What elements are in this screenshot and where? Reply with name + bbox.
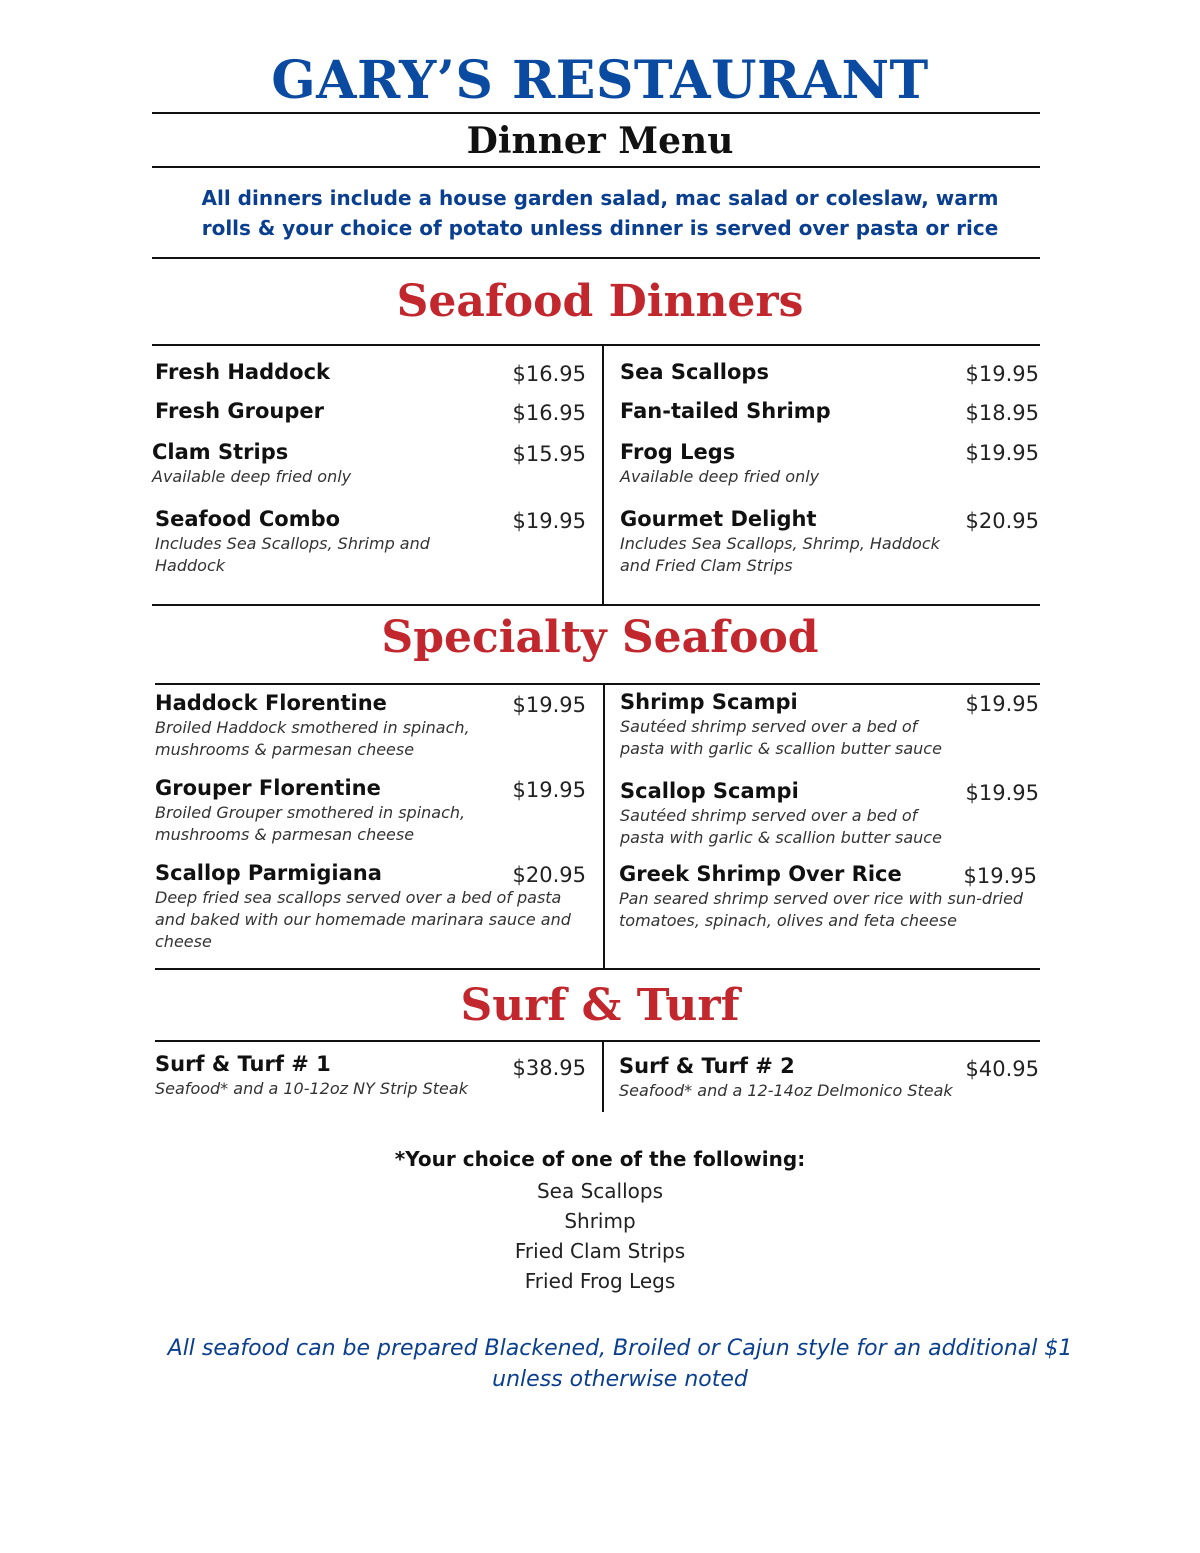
item-price: $19.95 [965, 692, 1039, 716]
list-item: Fried Frog Legs [524, 1269, 676, 1293]
item-name: Greek Shrimp Over Rice [619, 862, 902, 886]
menu-item [155, 360, 330, 384]
seafood-choice-title: *Your choice of one of the following: [394, 1147, 806, 1171]
menu-item [155, 776, 500, 846]
item-name: Gourmet Delight [620, 507, 817, 531]
divider [155, 968, 1040, 970]
menu-item [620, 507, 960, 577]
item-name: Clam Strips [152, 440, 289, 464]
divider [155, 1040, 1040, 1042]
menu-item [620, 690, 965, 760]
item-price: $19.95 [963, 864, 1037, 888]
intro-text: All dinners include a house garden salad, mac salad or coleslaw, warm rolls & your choice of potato unless dinner is served over pasta or rice [201, 186, 999, 240]
menu-item [620, 360, 769, 384]
item-price: $20.95 [512, 863, 586, 887]
item-price: $19.95 [965, 441, 1039, 465]
item-description: Seafood* and a 12-14oz Delmonico Steak [619, 1081, 953, 1100]
divider [155, 683, 1040, 685]
item-name: Surf & Turf # 2 [619, 1054, 795, 1078]
item-price: $16.95 [512, 401, 586, 425]
item-name: Seafood Combo [155, 507, 341, 531]
item-name: Grouper Florentine [155, 776, 381, 800]
item-price: $19.95 [965, 362, 1039, 386]
item-price: $19.95 [512, 693, 586, 717]
divider [152, 257, 1040, 259]
item-price: $19.95 [512, 509, 586, 533]
footnote: All seafood can be prepared Blackened, Broiled or Cajun style for an additional $1 unless otherwise noted [167, 1336, 1073, 1392]
item-price: $38.95 [512, 1056, 586, 1080]
item-name: Haddock Florentine [155, 691, 387, 715]
divider [152, 166, 1040, 168]
menu-item [155, 691, 500, 761]
item-name: Surf & Turf # 1 [155, 1052, 331, 1076]
column-divider [602, 1042, 604, 1112]
item-name: Frog Legs [620, 440, 736, 464]
item-price: $40.95 [965, 1057, 1039, 1081]
section-title-seafood-dinners: Seafood Dinners [396, 276, 804, 327]
seafood-choice-list [0, 1176, 1200, 1296]
menu-item [152, 440, 482, 488]
item-name: Scallop Scampi [620, 779, 799, 803]
divider [152, 344, 1040, 346]
item-description: Broiled Haddock smothered in spinach, mushrooms & parmesan cheese [155, 718, 470, 759]
item-name: Fan-tailed Shrimp [620, 399, 831, 423]
restaurant-name: GARY’S RESTAURANT [271, 50, 929, 111]
item-name: Sea Scallops [620, 360, 769, 384]
item-price: $16.95 [512, 362, 586, 386]
item-price: $19.95 [512, 778, 586, 802]
item-price: $20.95 [965, 509, 1039, 533]
list-item: Fried Clam Strips [514, 1239, 686, 1263]
item-description: Available deep fried only [620, 467, 820, 486]
item-description: Sautéed shrimp served over a bed of pasta with garlic & scallion butter sauce [620, 806, 942, 847]
item-price: $15.95 [512, 442, 586, 466]
menu-item [155, 399, 324, 423]
item-description: Seafood* and a 10-12oz NY Strip Steak [155, 1079, 468, 1098]
item-name: Scallop Parmigiana [155, 861, 382, 885]
section-title-surf-turf: Surf & Turf [460, 980, 740, 1031]
menu-item [620, 779, 965, 849]
item-description: Sautéed shrimp served over a bed of pasta with garlic & scallion butter sauce [620, 717, 942, 758]
item-price: $19.95 [965, 781, 1039, 805]
column-divider [603, 685, 605, 968]
item-description: Includes Sea Scallops, Shrimp and Haddock [155, 534, 430, 575]
item-name: Fresh Grouper [155, 399, 324, 423]
item-name: Fresh Haddock [155, 360, 331, 384]
divider [152, 112, 1040, 114]
menu-item [620, 399, 831, 423]
menu-title: Dinner Menu [466, 120, 734, 162]
section-title-specialty-seafood: Specialty Seafood [381, 612, 819, 663]
item-description: Deep fried sea scallops served over a bed of pasta and baked with our homemade marinara sauce and cheese [155, 888, 571, 951]
menu-item [155, 507, 475, 577]
list-item: Sea Scallops [536, 1179, 664, 1203]
list-item: Shrimp [564, 1209, 636, 1233]
item-description: Includes Sea Scallops, Shrimp, Haddock and Fried Clam Strips [620, 534, 940, 575]
item-description: Broiled Grouper smothered in spinach, mushrooms & parmesan cheese [155, 803, 466, 844]
menu-item [620, 440, 940, 488]
column-divider [602, 346, 604, 604]
item-description: Pan seared shrimp served over rice with sun-dried tomatoes, spinach, olives and feta cheese [619, 889, 1024, 930]
item-description: Available deep fried only [152, 467, 352, 486]
divider [152, 604, 1040, 606]
item-name: Shrimp Scampi [620, 690, 798, 714]
item-price: $18.95 [965, 401, 1039, 425]
